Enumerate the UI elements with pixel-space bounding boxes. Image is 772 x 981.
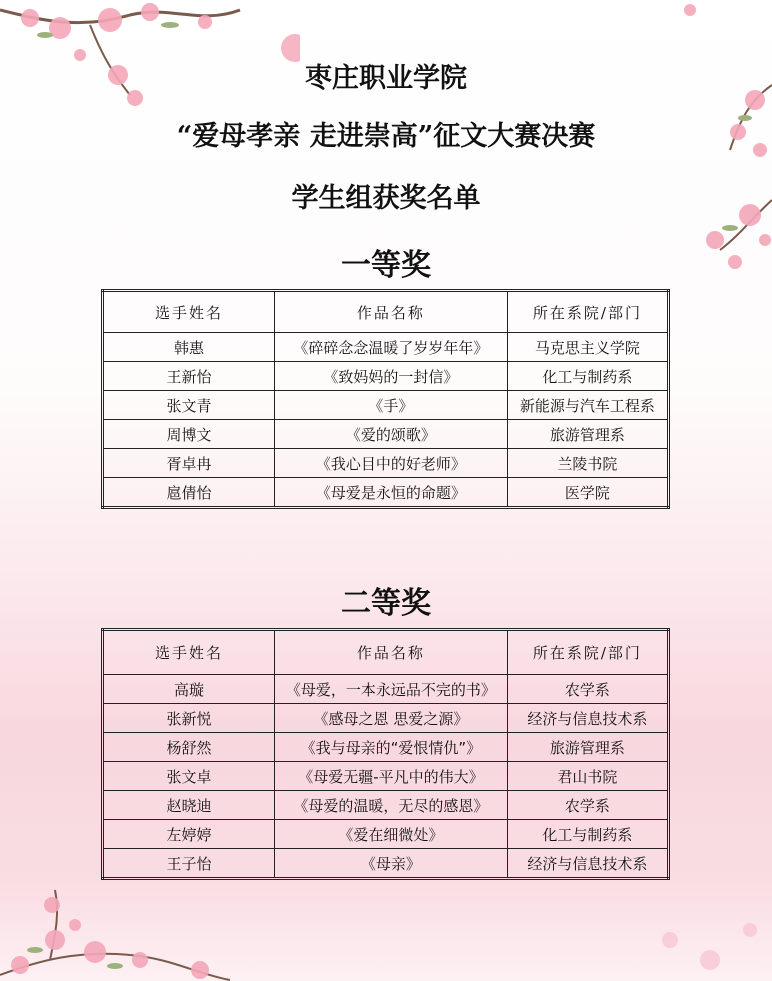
- cell-work: 《母爱无疆-平凡中的伟大》: [275, 762, 508, 791]
- cell-name: 张文卓: [103, 762, 275, 791]
- table-row: [103, 820, 669, 849]
- cell-department: 医学院: [507, 478, 668, 508]
- cell-name: 扈倩怡: [103, 478, 275, 508]
- column-header-work: 作品名称: [275, 291, 508, 333]
- table-row: [103, 449, 669, 478]
- cell-name: 赵晓迪: [103, 791, 275, 820]
- cell-department: 旅游管理系: [507, 420, 668, 449]
- cell-department: 农学系: [507, 675, 668, 704]
- cell-work: 《我心目中的好老师》: [275, 449, 508, 478]
- cell-department: 新能源与汽车工程系: [507, 391, 668, 420]
- table-row: [103, 391, 669, 420]
- cell-work: 《感母之恩 思爱之源》: [275, 704, 508, 733]
- second-prize-heading: 二等奖: [341, 586, 431, 621]
- cell-work: 《碎碎念念温暖了岁岁年年》: [275, 333, 508, 362]
- cell-name: 张新悦: [103, 704, 275, 733]
- cell-name: 高璇: [103, 675, 275, 704]
- cell-name: 胥卓冉: [103, 449, 275, 478]
- cell-name: 王新怡: [103, 362, 275, 391]
- cell-work: 《母亲》: [275, 849, 508, 879]
- cell-work: 《母爱是永恒的命题》: [275, 478, 508, 508]
- first-prize-heading: 一等奖: [341, 248, 431, 283]
- column-header-name: 选手姓名: [103, 291, 275, 333]
- column-header-department: 所在系院/部门: [507, 291, 668, 333]
- table-header-row: [103, 291, 669, 333]
- cell-work: 《爱的颂歌》: [275, 420, 508, 449]
- cell-department: 兰陵书院: [507, 449, 668, 478]
- cell-department: 旅游管理系: [507, 733, 668, 762]
- cell-department: 经济与信息技术系: [507, 849, 668, 879]
- cell-department: 马克思主义学院: [507, 333, 668, 362]
- cell-department: 经济与信息技术系: [507, 704, 668, 733]
- cell-name: 杨舒然: [103, 733, 275, 762]
- first-prize-table: [101, 289, 670, 509]
- table-row: [103, 733, 669, 762]
- cell-name: 左婷婷: [103, 820, 275, 849]
- table-row: [103, 333, 669, 362]
- table-row: [103, 675, 669, 704]
- cell-work: 《我与母亲的“爱恨情仇”》: [275, 733, 508, 762]
- second-prize-table: [101, 628, 670, 880]
- cell-name: 周博文: [103, 420, 275, 449]
- table-row: [103, 478, 669, 508]
- table-row: [103, 849, 669, 879]
- cell-work: 《母爱的温暖，无尽的感恩》: [275, 791, 508, 820]
- table-row: [103, 362, 669, 391]
- cell-work: 《母爱，一本永远品不完的书》: [275, 675, 508, 704]
- table-row: [103, 704, 669, 733]
- table-row: [103, 791, 669, 820]
- cell-work: 《爱在细微处》: [275, 820, 508, 849]
- cell-department: 君山书院: [507, 762, 668, 791]
- contest-title: “爱母孝亲 走进崇高”征文大赛决赛: [176, 121, 596, 152]
- column-header-department: 所在系院/部门: [507, 630, 668, 675]
- list-title: 学生组获奖名单: [291, 183, 481, 214]
- cell-name: 韩惠: [103, 333, 275, 362]
- column-header-name: 选手姓名: [103, 630, 275, 675]
- cell-name: 王子怡: [103, 849, 275, 879]
- school-name: 枣庄职业学院: [305, 63, 467, 94]
- cell-work: 《手》: [275, 391, 508, 420]
- cell-work: 《致妈妈的一封信》: [275, 362, 508, 391]
- blossom-branch-bottom-left-icon: [0, 880, 240, 981]
- blossom-petals-bottom-right-icon: [640, 880, 772, 981]
- table-row: [103, 762, 669, 791]
- cell-department: 化工与制药系: [507, 362, 668, 391]
- cell-department: 化工与制药系: [507, 820, 668, 849]
- cell-name: 张文青: [103, 391, 275, 420]
- cell-department: 农学系: [507, 791, 668, 820]
- table-row: [103, 420, 669, 449]
- table-header-row: [103, 630, 669, 675]
- column-header-work: 作品名称: [275, 630, 508, 675]
